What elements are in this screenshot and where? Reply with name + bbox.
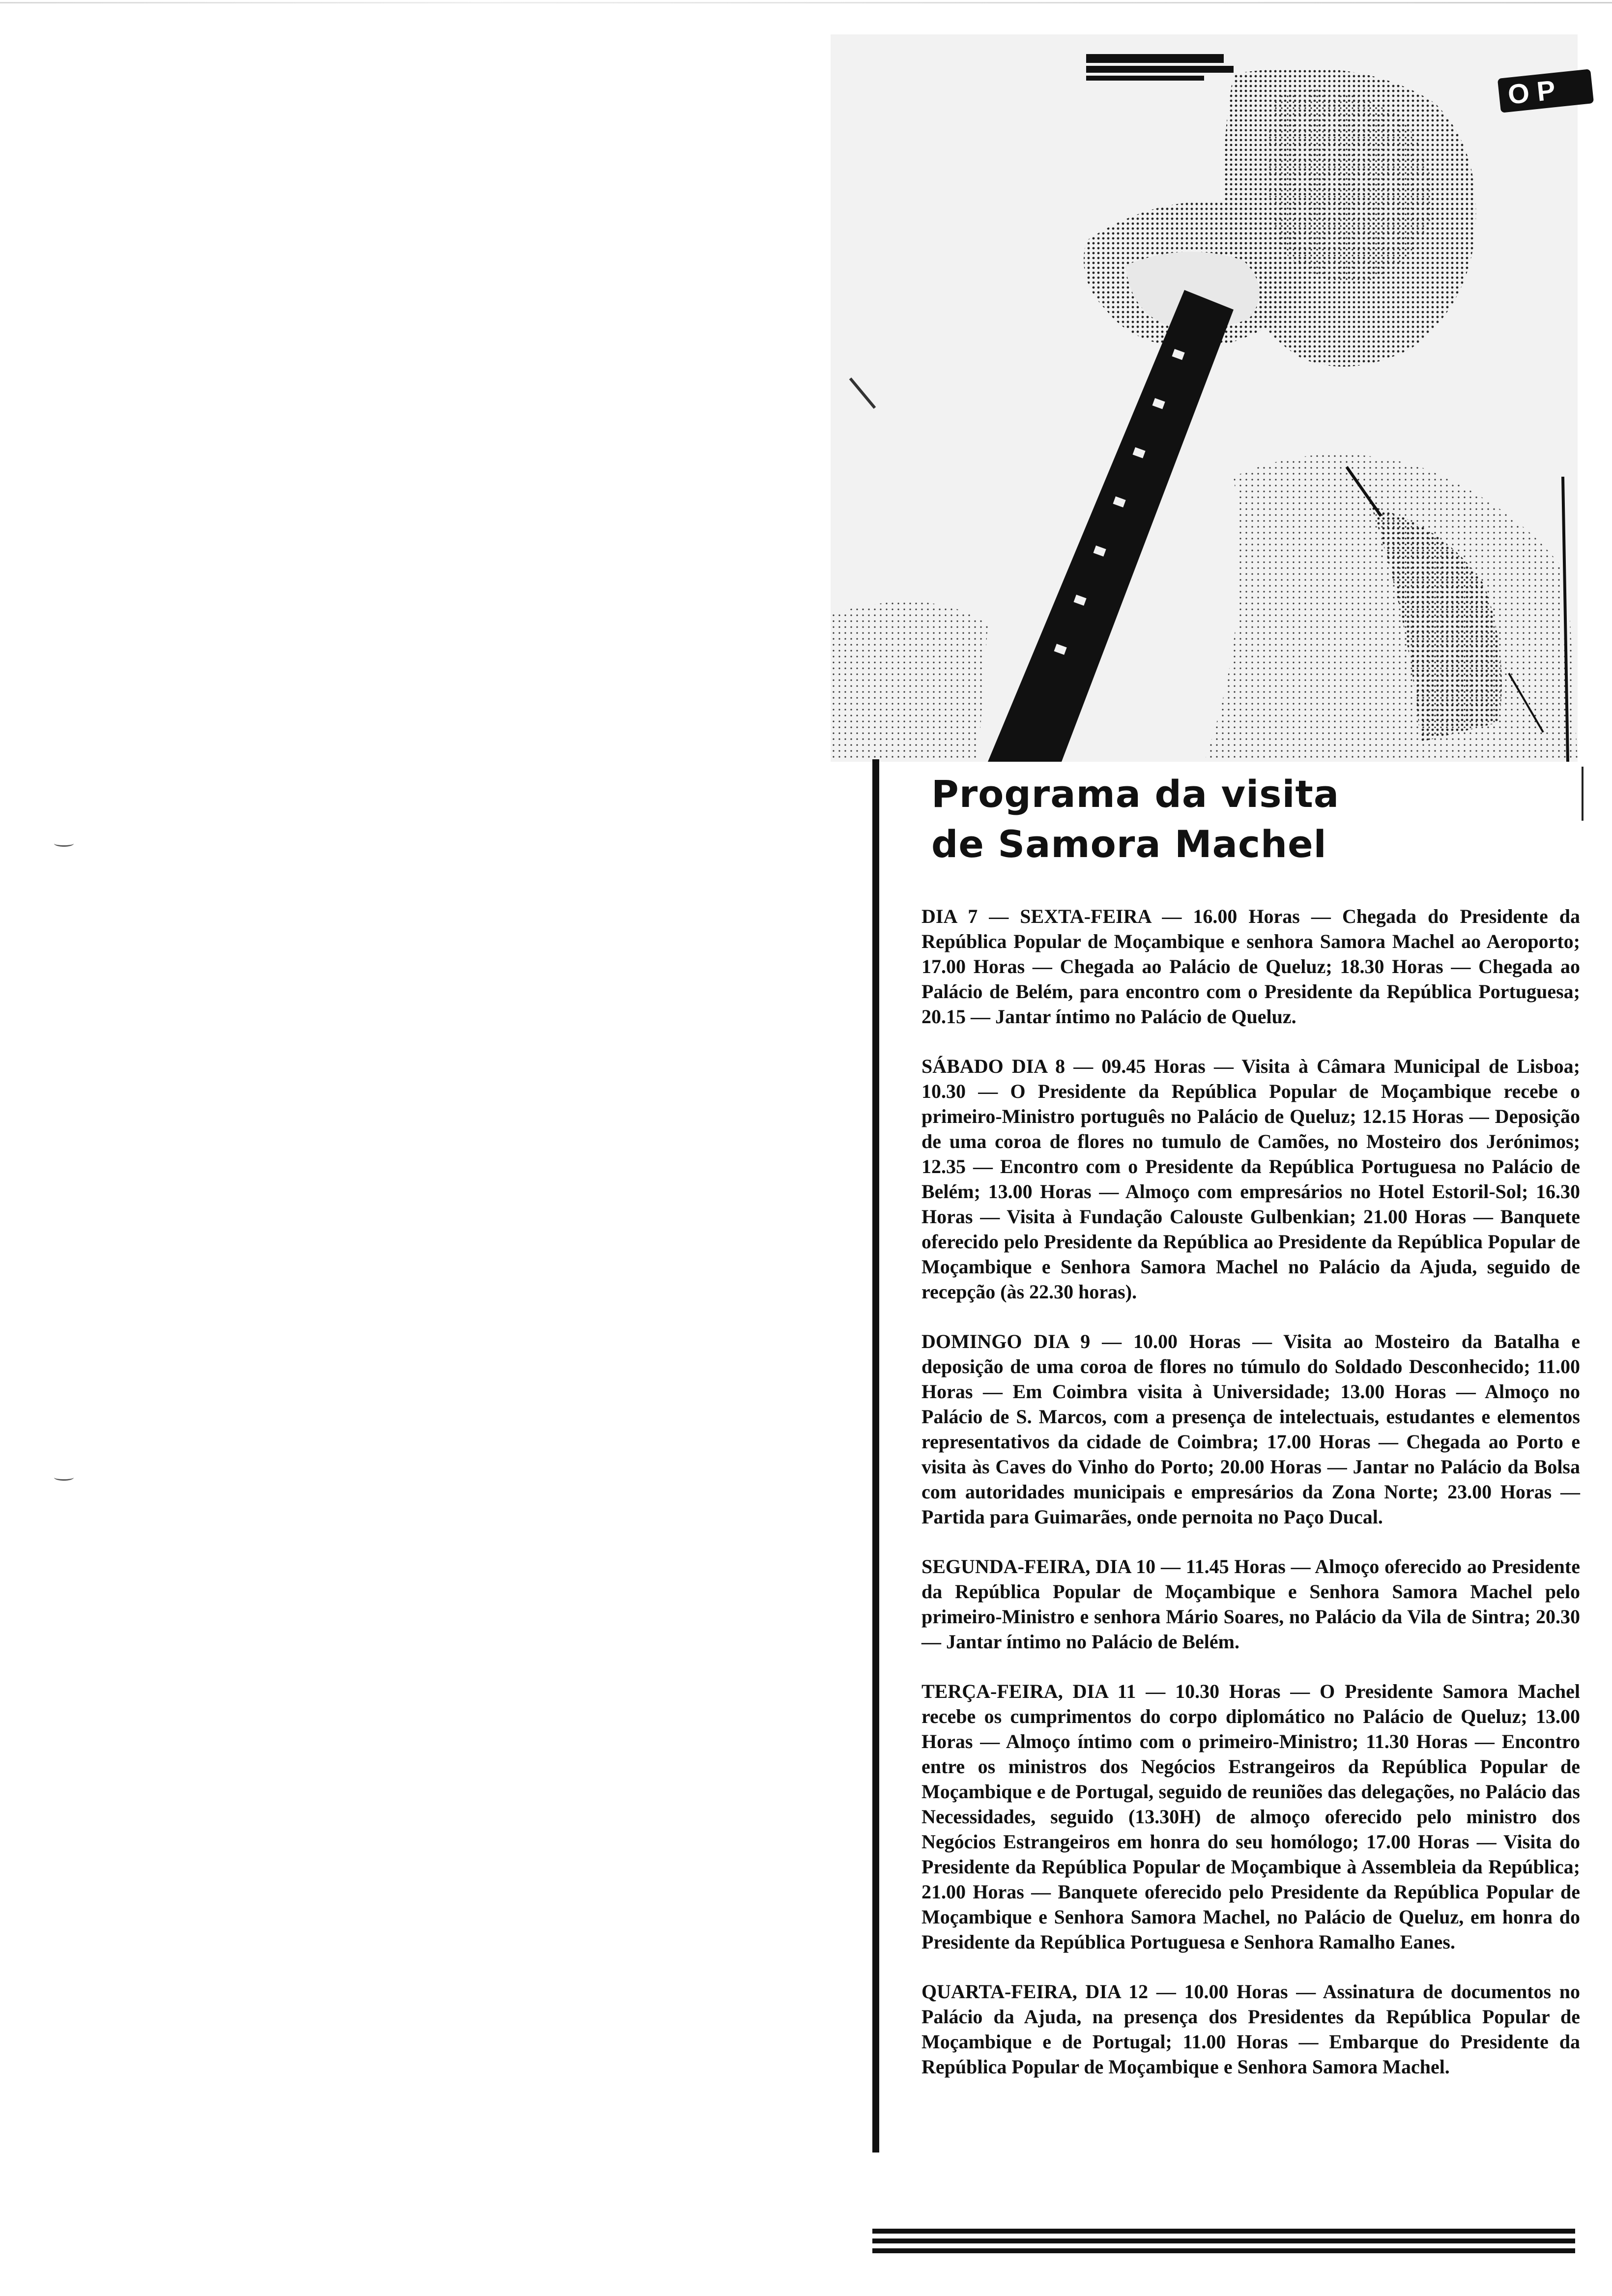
bottom-divider (872, 2229, 1575, 2258)
article-photo (831, 34, 1578, 762)
article-headline (872, 759, 1580, 869)
headline-line-1: Programa da visita (931, 772, 1340, 816)
schedule-day-10: SEGUNDA-FEIRA, DIA 10 — 11.45 Horas — Almoço oferecido ao Presidente da República Popular de Moçambique e Senhora Samora Machel pelo primeiro-Ministro e senhora Mário Soares, no Palácio da Vila de Sintra; 20.30 — Jantar íntimo no Palácio de Belém. (921, 1555, 1580, 1653)
schedule-day-8: SÁBADO DIA 8 — 09.45 Horas — Visita à Câmara Municipal de Lisboa; 10.30 — O Presidente da República Popular de Moçambique recebe o primeiro-Ministro português no Palácio de Queluz; 12.15 Horas — Deposição de uma coroa de flores no tumulo de Camões, no Mosteiro dos Jerónimos; 12.35 — Encontro com o Presidente da República Portuguesa no Palácio de Belém; 13.00 Horas — Almoço com empresários no Hotel Estoril-Sol; 16.30 Horas — Visita à Fundação Calouste Gulbenkian; 21.00 Horas — Banquete oferecido pelo Presidente da República ao Presidente da República Popular de Moçambique e Senhora Samora Machel no Palácio da Ajuda, seguido de recepção (às 22.30 horas). (921, 1055, 1580, 1303)
headline-line-2: de Samora Machel (931, 822, 1327, 866)
schedule-day-12: QUARTA-FEIRA, DIA 12 — 10.00 Horas — Assinatura de documentos no Palácio da Ajuda, na presença dos Presidentes da República Popular de Moçambique e de Portugal; 11.00 Horas — Embarque do Presidente da República Popular de Moçambique e Senhora Samora Machel. (921, 1980, 1580, 2078)
article-body (872, 904, 1580, 2079)
article (872, 759, 1580, 2104)
column-rule-right (1582, 767, 1583, 821)
schedule-day-9: DOMINGO DIA 9 — 10.00 Horas — Visita ao Mosteiro da Batalha e deposição de uma coroa de flores no túmulo do Soldado Desconhecido; 11.00 Horas — Em Coimbra visita à Universidade; 13.00 Horas — Almoço no Palácio de S. Marcos, com a presença de intelectuais, estudantes e elementos representativos da cidade de Coimbra; 17.00 Horas — Chegada ao Porto e visita às Caves do Vinho do Porto; 20.00 Horas — Jantar no Palácio da Bolsa com autoridades municipais e empresários da Zona Norte; 23.00 Horas — Partida para Guimarães, onde pernoita no Paço Ducal. (921, 1330, 1580, 1528)
logo-text: O P (1506, 74, 1557, 110)
scan-margin-mark (54, 840, 74, 847)
schedule-day-7: DIA 7 — SEXTA-FEIRA — 16.00 Horas — Chegada do Presidente da República Popular de Moçambique e senhora Samora Machel ao Aeroporto; 17.00 Horas — Chegada ao Palácio de Queluz; 18.30 Horas — Chegada ao Palácio de Belém, para encontro com o Presidente da República Portuguesa; 20.15 — Jantar íntimo no Palácio de Queluz. (921, 905, 1580, 1028)
scan-margin-mark (54, 1474, 74, 1481)
schedule-day-11: TERÇA-FEIRA, DIA 11 — 10.30 Horas — O Presidente Samora Machel recebe os cumprimentos do corpo diplomático no Palácio de Queluz; 13.00 Horas — Almoço íntimo com o primeiro-Ministro; 11.30 Horas — Encontro entre os ministros dos Negócios Estrangeiros da República Popular de Moçambique e de Portugal, seguido de reuniões das delegações, no Palácio das Necessidades, seguido (13.30H) de almoço oferecido pelo ministro dos Negócios Estrangeiros em honra do seu homólogo; 17.00 Horas — Visita do Presidente da República Popular de Moçambique à Assembleia da República; 21.00 Horas — Banquete oferecido pelo Presidente da República Popular de Moçambique e Senhora Samora Machel, no Palácio de Queluz, em honra do Presidente da República Portuguesa e Senhora Ramalho Eanes. (921, 1680, 1580, 1953)
scan-edge-line (0, 2, 1612, 3)
